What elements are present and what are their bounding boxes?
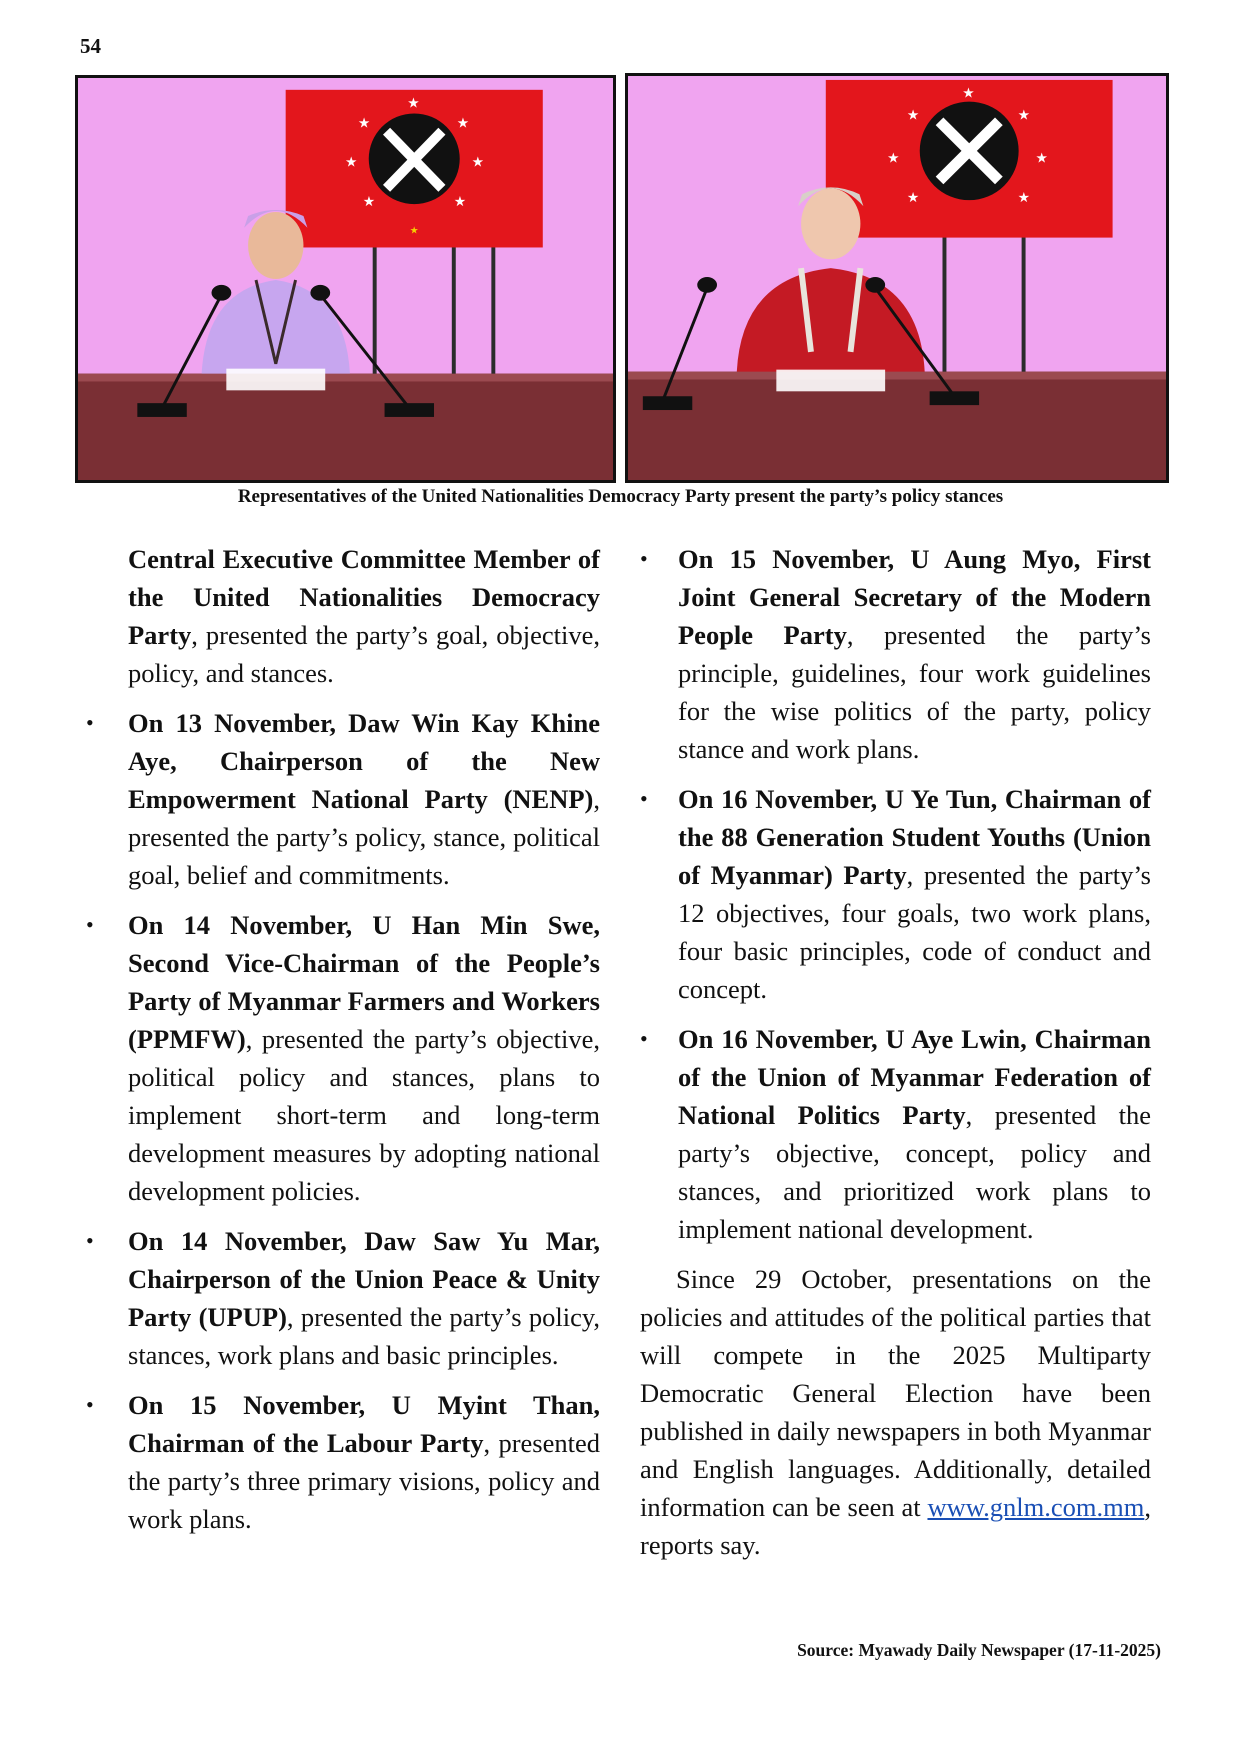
svg-text:★: ★	[471, 154, 484, 171]
right-column	[640, 540, 1151, 1564]
bullet-icon: •	[86, 1228, 94, 1253]
list-item	[80, 1386, 600, 1538]
bullet-icon: •	[640, 1026, 648, 1051]
list-item-bold: On 14 November, Daw Saw Yu Mar, Chairperson of the Union Peace & Unity Party (UPUP)	[128, 1226, 600, 1332]
svg-text:★: ★	[357, 115, 371, 132]
photo-left	[75, 75, 616, 483]
page-number: 54	[80, 34, 101, 58]
svg-text:★: ★	[1017, 190, 1031, 207]
list-item-bold: On 13 November, Daw Win Kay Khine Aye, Chairperson of the New Empowerment National Party (NENP)	[128, 708, 600, 814]
source-credit: Source: Myawady Daily Newspaper (17-11-2025)	[797, 1640, 1161, 1660]
banner-text-left: ★	[409, 225, 419, 237]
svg-text:★: ★	[345, 154, 358, 171]
list-item-bold: On 16 November, U Ye Tun, Chairman of the 88 Generation Student Youths (Union of Myanmar) Party	[678, 784, 1151, 890]
list-item-bold: On 15 November, U Myint Than, Chairman of the Labour Party	[128, 1390, 600, 1458]
list-item-rest: , presented the party’s principle, guidelines, four work guidelines for the wise politics of the party, policy stance and work plans.	[678, 620, 1151, 764]
left-column	[80, 540, 600, 1550]
list-item	[80, 704, 600, 894]
bullet-icon: •	[640, 546, 648, 571]
svg-text:★: ★	[407, 95, 420, 112]
intro-rest: , presented the party’s goal, objective, policy, and stances.	[128, 620, 600, 688]
svg-text:★: ★	[906, 190, 920, 207]
photo-caption: Representatives of the United Nationalities Democracy Party present the party’s policy stances	[237, 486, 1004, 507]
list-item-bold: On 15 November, U Aung Myo, First Joint General Secretary of the Modern People Party	[678, 544, 1151, 650]
list-item	[640, 540, 1151, 768]
list-item-rest: , presented the party’s policy, stances, work plans and basic principles.	[128, 1302, 600, 1370]
svg-text:★: ★	[1035, 150, 1048, 167]
bullet-icon: •	[86, 1392, 94, 1417]
intro-bold: Central Executive Committee Member of the United Nationalities Democracy Party	[128, 544, 600, 650]
svg-text:★: ★	[362, 194, 376, 211]
closing-text: Since 29 October, presentations on the policies and attitudes of the political parties that will compete in the 2025 Multiparty Democratic General Election have been published in daily newspapers in both Myanmar and English languages. Additionally, detailed information can be seen at	[640, 1264, 1151, 1522]
list-item-rest: , presented the party’s objective, political policy and stances, plans to implement short-term and long-term development measures by adopting national development policies.	[128, 1024, 600, 1206]
list-item-rest: , presented the party’s objective, concept, policy and stances, and prioritized work plans to implement national development.	[678, 1100, 1151, 1244]
list-item	[640, 780, 1151, 1008]
list-item-rest: , presented the party’s 12 objectives, four goals, two work plans, four basic principles, code of conduct and concept.	[678, 860, 1151, 1004]
photo-left-scene	[78, 78, 613, 480]
intro-paragraph	[128, 540, 600, 692]
list-item	[80, 906, 600, 1210]
bullet-icon: •	[86, 912, 94, 937]
website-link[interactable]: www.gnlm.com.mm	[927, 1492, 1145, 1522]
list-item	[640, 1020, 1151, 1248]
list-item-rest: , presented the party’s policy, stance, political goal, belief and commitments.	[128, 784, 600, 890]
closing-tail: , reports say.	[640, 1492, 1151, 1560]
bullet-icon: •	[86, 710, 94, 735]
photo-right-scene	[628, 76, 1166, 480]
photo-right	[625, 73, 1169, 483]
svg-text:★: ★	[887, 150, 900, 167]
svg-text:★: ★	[962, 85, 975, 102]
svg-text:★: ★	[456, 115, 470, 132]
list-item-bold: On 16 November, U Aye Lwin, Chairman of the Union of Myanmar Federation of National Politics Party	[678, 1024, 1151, 1130]
closing-paragraph	[640, 1260, 1151, 1564]
svg-text:★: ★	[1017, 107, 1031, 124]
bullet-icon: •	[640, 786, 648, 811]
list-item-bold: On 14 November, U Han Min Swe, Second Vice-Chairman of the People’s Party of Myanmar Farmers and Workers (PPMFW)	[128, 910, 600, 1054]
svg-text:★: ★	[906, 107, 920, 124]
svg-text:★: ★	[453, 194, 467, 211]
list-item	[80, 1222, 600, 1374]
list-item-rest: , presented the party’s three primary visions, policy and work plans.	[128, 1428, 600, 1534]
